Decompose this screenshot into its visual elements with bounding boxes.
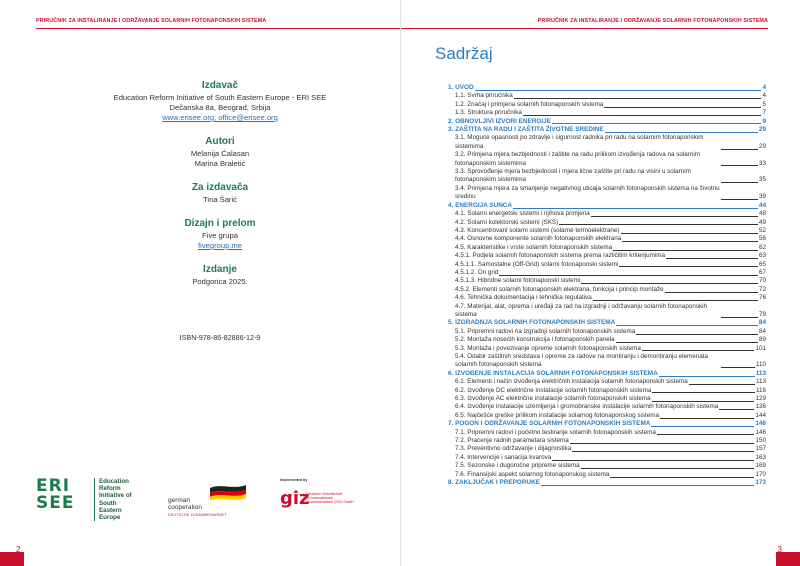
toc-entry-page: 150 <box>755 437 766 445</box>
toc-entry-page: 170 <box>755 470 766 478</box>
toc-leader-line <box>475 90 762 91</box>
toc-entry[interactable] <box>448 134 766 151</box>
credit-block <box>70 264 370 287</box>
toc-leader-line <box>721 182 758 183</box>
credit-block <box>70 80 370 123</box>
toc-entry-page: 173 <box>755 479 766 487</box>
credit-line: Podgorica 2025. <box>192 277 248 286</box>
toc-entry[interactable] <box>448 319 766 327</box>
toc-entry[interactable] <box>448 395 766 403</box>
credit-line: Five grupa <box>202 231 238 240</box>
toc-entry[interactable] <box>448 445 766 453</box>
toc-entry-title: 4.5.2. Elementi solarnih fotonaponskih elektrana, funkcija i princip montaže <box>455 285 664 293</box>
toc-leader-line <box>604 107 761 108</box>
toc-entry-title: 6.1. Elementi i način izvođenja električnih instalacija solarnih fotonaponskih sistema <box>455 378 688 386</box>
toc-leader-line <box>651 426 754 427</box>
erisee-text-line: Initiative of <box>99 492 132 500</box>
toc-entry-page: 72 <box>758 285 766 293</box>
toc-entry-page: 67 <box>758 268 766 276</box>
toc-entry-page: 146 <box>755 428 766 436</box>
credit-block <box>70 218 370 251</box>
toc-entry-page: 84 <box>758 319 766 327</box>
toc-entry[interactable] <box>448 345 766 353</box>
toc-entry-title: 3.2. Primjena mjera bezbjednosti i zaštite na radu prilikom izvođenja radova na solarnim fotonaponskim sistemima <box>455 151 701 167</box>
toc-entry-page: 110 <box>755 361 766 369</box>
credit-block <box>70 136 370 169</box>
toc-title: Sadržaj <box>435 44 493 63</box>
giz-desc-line: Zusammenarbeit (GIZ) GmbH <box>306 500 354 505</box>
toc-leader-line <box>652 401 755 402</box>
erisee-text-line: Education <box>99 478 129 485</box>
toc-entry-title: 4.5.1.1. Samostalne (Off-Grid) solarni fotonaponski sistemi <box>455 260 619 268</box>
toc-entry-title: 1.2. Značaj i primjena solarnih fotonaponskih sistema <box>455 100 604 108</box>
running-header: PRIRUČNIK ZA INSTALIRANJE I ODRŽAVANJE SOLARNIH FOTONAPONSKIH SISTEMA <box>36 18 267 24</box>
toc-entry[interactable] <box>448 84 766 92</box>
credit-title: Za izdavača <box>191 182 249 193</box>
toc-entry-page: 63 <box>758 252 766 260</box>
toc-leader-line <box>581 468 755 469</box>
toc-entry-title: 4.5. Karakteristike i vrste solarnih fotonaponskih sistema <box>455 243 613 251</box>
toc-entry-page: 146 <box>755 420 766 428</box>
toc-entry[interactable] <box>448 479 766 487</box>
toc-leader-line <box>514 98 762 99</box>
page-number: 2 <box>16 545 21 554</box>
toc-leader-line <box>581 283 758 284</box>
toc-entry[interactable] <box>448 210 766 218</box>
page-number-tab <box>776 552 800 566</box>
toc-entry-title: 7. POGON I ODRŽAVANJE SOLARNIH FOTONAPONSKIH SISTEMA <box>448 420 651 428</box>
toc-entry-page: 29 <box>758 126 766 134</box>
toc-entry-page: 35 <box>758 176 766 184</box>
toc-entry-page: 5 <box>762 100 766 108</box>
toc-entry-page: 169 <box>755 462 766 470</box>
toc-entry-page: 44 <box>758 201 766 209</box>
toc-entry-title: 4.5.1. Podjela solarnih fotonaponskih sistema prema različitim kriterijumima <box>455 252 665 260</box>
toc-entry-title: 3.1. Moguće opasnosti po zdravlje i sigurnost radnika pri radu na solarnim fotonaponskim sistemima <box>455 134 704 150</box>
toc-entry-page: 52 <box>758 226 766 234</box>
toc-leader-line <box>513 208 758 209</box>
toc-entry-page: 163 <box>755 453 766 461</box>
toc-leader-line <box>541 485 754 486</box>
credit-title: Izdavač <box>201 80 239 91</box>
toc-entry[interactable] <box>448 462 766 470</box>
toc-entry-page: 7 <box>762 109 766 117</box>
toc-entry-title: 6.2. Izvođenje DC električne instalacije solarnih fotonaponskih sistema <box>455 386 652 394</box>
giz-logo <box>280 478 370 516</box>
toc-leader-line <box>660 418 754 419</box>
isbn: ISBN-978-86-82886-12-9 <box>179 333 261 342</box>
toc-entry-page: 48 <box>758 210 766 218</box>
toc-entry-page: 113 <box>755 369 766 377</box>
giz-mark: giz <box>280 488 310 509</box>
credit-title: Izdanje <box>203 264 237 275</box>
toc-entry-page: 144 <box>755 411 766 419</box>
running-header: PRIRUČNIK ZA INSTALIRANJE I ODRŽAVANJE SOLARNIH FOTONAPONSKIH SISTEMA <box>537 18 768 24</box>
toc-entry-page: 4 <box>762 84 766 91</box>
toc-entry-title: 7.2. Praćenje radnih parametara sistema <box>455 437 569 445</box>
toc-entry[interactable] <box>448 471 766 479</box>
toc-entry[interactable] <box>448 202 766 210</box>
toc-leader-line <box>689 384 755 385</box>
toc-entry-title: 6.5. Najčešće greške prilikom instalacije solarnog fotonaponskog sistema <box>455 411 660 419</box>
toc-entry-title: 6.3. Izvođenje AC električne instalacije solarnih fotonaponskih sistema <box>455 395 651 403</box>
toc-entry[interactable] <box>448 303 766 320</box>
toc-entry[interactable] <box>448 336 766 344</box>
toc-leader-line <box>570 443 755 444</box>
toc-leader-line <box>616 342 758 343</box>
german-text-line: cooperation <box>168 503 202 511</box>
toc-entry[interactable] <box>448 235 766 243</box>
toc-entry-page: 49 <box>758 218 766 226</box>
toc-entry[interactable] <box>448 118 766 126</box>
toc-entry-page: 116 <box>755 386 766 394</box>
german-sub-text: DEUTSCHE ZUSAMMENARBEIT <box>168 512 227 517</box>
toc-entry-page: 136 <box>755 403 766 411</box>
toc-entry-title: 4.7. Materijal, alat, oprema i uređaji za rad na izgradnji i održavanju solarnih fotonaponskih sistema <box>455 302 708 318</box>
page-number-tab <box>0 552 24 566</box>
erisee-logo-row: SEE <box>36 493 75 513</box>
toc-leader-line <box>619 266 758 267</box>
toc-entry-title: 8. ZAKLJUČAK I PREPORUKE <box>448 479 540 487</box>
toc-leader-line <box>552 460 754 461</box>
toc-entry[interactable] <box>448 328 766 336</box>
toc-entry-page: 33 <box>758 159 766 167</box>
credit-line: Dečanska 8a, Beograd, Srbija <box>169 103 271 112</box>
toc-leader-line <box>552 123 761 124</box>
toc-entry-page: 29 <box>758 142 766 150</box>
toc-entry-page: 65 <box>758 260 766 268</box>
toc-entry[interactable] <box>448 261 766 269</box>
toc-leader-line <box>622 241 758 242</box>
toc-entry-title: 2. OBNOVLJIVI IZVORI ENERGIJE <box>448 117 551 125</box>
toc-entry-title: 3.4. Primjena mjera za smanjenje negativnog uticaja solarnih fotonaponskih sistema na životnu sredinu <box>455 184 720 201</box>
table-of-contents <box>448 84 766 488</box>
toc-entry-title: 4.6. Tehnička dokumentacija i tehnička regulativa <box>455 294 592 302</box>
toc-entry-page: 157 <box>755 445 766 453</box>
toc-entry-title: 1.1. Svrha priručnika <box>455 92 513 100</box>
toc-entry-page: 4 <box>762 92 766 100</box>
toc-entry[interactable] <box>448 387 766 395</box>
toc-entry-page: 101 <box>755 344 766 352</box>
toc-leader-line <box>721 367 755 368</box>
toc-entry-page: 56 <box>758 235 766 243</box>
toc-entry-title: 7.4. Intervencije i sanacija kvarova <box>455 453 552 461</box>
toc-leader-line <box>593 300 758 301</box>
toc-leader-line <box>572 451 754 452</box>
toc-leader-line <box>721 165 758 166</box>
credit-line: Marina Braletić <box>194 159 246 168</box>
toc-entry[interactable] <box>448 151 766 168</box>
toc-entry-title: 7.3. Preventivno održavanje i dijagnostika <box>455 445 572 453</box>
toc-entry[interactable] <box>448 219 766 227</box>
toc-leader-line <box>719 409 754 410</box>
erisee-text-line: Europe <box>99 514 121 522</box>
toc-entry-title: 4.1. Solarni energetski sistemi i njihova primjena <box>455 210 590 218</box>
page-number: 3 <box>777 545 782 554</box>
toc-entry[interactable] <box>448 185 766 202</box>
credit-title: Autori <box>205 136 235 147</box>
toc-entry-title: 3.3. Sprovođenje mjera bezbjednosti i mjera lične zaštite pri radu na visini u solarnim fotonaponskim sistemima <box>455 168 691 184</box>
credit-block <box>70 182 370 205</box>
toc-leader-line <box>652 392 755 393</box>
giz-desc-line: Deutsche Gesellschaft <box>306 492 342 496</box>
toc-leader-line <box>610 477 754 478</box>
toc-leader-line <box>559 224 758 225</box>
toc-leader-line <box>621 233 758 234</box>
toc-entry[interactable] <box>448 286 766 294</box>
toc-entry[interactable] <box>448 353 766 370</box>
toc-entry[interactable] <box>448 429 766 437</box>
toc-entry-title: 5.3. Montaža i povezivanje opreme solarnih fotonaponskih sistema <box>455 344 641 352</box>
toc-entry-title: 7.5. Sezonske i dugoročne pripreme sistema <box>455 462 580 470</box>
toc-entry[interactable] <box>448 244 766 252</box>
toc-entry-title: 5.4. Odabir zaštitnih sredstava i opreme za radove na montiranju i demontiranju elemenata solarnih fotonaponskih sistema <box>455 353 709 369</box>
toc-entry-title: 7.1. Pripremni radovi i početno testiranje solarnih fotonaponskih sistema <box>455 428 656 436</box>
toc-entry[interactable] <box>448 109 766 117</box>
toc-entry-page: 129 <box>755 395 766 403</box>
credit-line: Tina Šarić <box>203 195 237 204</box>
toc-entry-page: 113 <box>755 378 766 386</box>
toc-entry-title: 1. UVOD <box>448 84 474 91</box>
toc-leader-line <box>523 115 762 116</box>
logos <box>36 476 366 522</box>
toc-leader-line <box>616 325 758 326</box>
erisee-logo-text <box>94 478 132 521</box>
toc-entry[interactable] <box>448 454 766 462</box>
erisee-text-line: South <box>99 499 117 507</box>
toc-entry[interactable] <box>448 252 766 260</box>
toc-leader-line <box>605 132 758 133</box>
toc-entry-title: 4.5.1.2. On grid <box>455 268 499 276</box>
toc-leader-line <box>665 292 758 293</box>
toc-entry-title: 1.3. Struktura priručnika <box>455 109 522 117</box>
toc-leader-line <box>721 149 758 150</box>
toc-entry-title: 3. ZAŠTITA NA RADU I ZAŠTITA ŽIVOTNE SREDINE <box>448 126 604 134</box>
toc-entry-title: 7.6. Finansijski aspekt solarnog fotonaponskog sistema <box>455 470 610 478</box>
toc-entry-title: 5. IZGRADNJA SOLARNIH FOTONAPONSKIH SISTEMA <box>448 319 616 327</box>
toc-leader-line <box>659 376 755 377</box>
german-text-line: german <box>168 497 191 504</box>
toc-leader-line <box>636 334 758 335</box>
toc-entry-page: 9 <box>762 117 766 125</box>
erisee-text-line: Reform <box>99 485 121 493</box>
toc-entry-title: 4.2. Solarni kolektorski sistemi (SKS) <box>455 218 559 226</box>
header-rule <box>401 28 768 29</box>
toc-leader-line <box>591 216 758 217</box>
header-rule <box>36 28 400 29</box>
toc-leader-line <box>613 250 758 251</box>
toc-leader-line <box>666 258 758 259</box>
toc-entry-page: 39 <box>758 193 766 201</box>
german-cooperation-text <box>168 498 227 518</box>
toc-entry-page: 70 <box>758 277 766 285</box>
toc-entry[interactable] <box>448 420 766 428</box>
erisee-logo <box>36 478 92 514</box>
erisee-logo-row: ERI <box>36 476 71 496</box>
toc-entry-title: 5.1. Pripremni radovi na izgradnji solarnih fotonaponskih sistema <box>455 327 636 335</box>
toc-entry-page: 89 <box>758 336 766 344</box>
toc-entry[interactable] <box>448 126 766 134</box>
toc-entry[interactable] <box>448 269 766 277</box>
toc-entry-title: 4.3. Koncentrovani solarni sistemi (solarne termoelektrane) <box>455 226 620 234</box>
credit-link[interactable]: www.erisee.org, office@erisee.org <box>162 113 278 122</box>
giz-description <box>306 492 354 505</box>
credits <box>70 80 370 300</box>
toc-leader-line <box>499 275 758 276</box>
toc-entry-title: 6. IZVOĐENJE INSTALACIJA SOLARNIH FOTONAPONSKIH SISTEMA <box>448 369 658 377</box>
toc-leader-line <box>657 434 755 435</box>
toc-leader-line <box>721 317 758 318</box>
toc-entry[interactable] <box>448 378 766 386</box>
toc-entry[interactable] <box>448 412 766 420</box>
credit-link[interactable]: fivegroup.me <box>198 241 242 250</box>
toc-entry-title: 4. ENERGIJA SUNCA <box>448 201 513 209</box>
toc-entry-page: 62 <box>758 243 766 251</box>
erisee-text-line: Eastern <box>99 506 122 514</box>
toc-leader-line <box>721 199 758 200</box>
toc-leader-line <box>642 350 755 351</box>
toc-entry[interactable] <box>448 227 766 235</box>
right-page <box>400 0 800 566</box>
toc-entry-page: 79 <box>758 310 766 318</box>
toc-entry[interactable] <box>448 403 766 411</box>
credit-line: Education Reform Initiative of South Eastern Europe - ERI SEE <box>113 93 327 102</box>
toc-entry-title: 4.5.1.3. Hibridne solarni fotonaponski sistemi <box>455 277 581 285</box>
toc-entry[interactable] <box>448 168 766 185</box>
toc-entry[interactable] <box>448 277 766 285</box>
credit-title: Dizajn i prelom <box>184 218 256 229</box>
toc-entry-title: 6.4. Izvođenje instalacije uzemljenja i gromobranske instalacije solarnih fotonaponskih sistema <box>455 403 719 411</box>
toc-entry-page: 76 <box>758 294 766 302</box>
toc-entry[interactable] <box>448 92 766 100</box>
toc-entry-title: 5.2. Montaža nosećih konstrukcija i fotonaponskih panela <box>455 336 615 344</box>
giz-implemented-by: Implemented by <box>280 478 308 482</box>
toc-entry-page: 84 <box>758 327 766 335</box>
credit-line: Melanija Ćalasan <box>190 149 250 158</box>
toc-entry[interactable] <box>448 437 766 445</box>
giz-desc-line: für Internationale <box>306 496 333 501</box>
toc-entry-title: 4.4. Osnovne komponente solarnih fotonaponskih elektrana <box>455 235 622 243</box>
toc-entry[interactable] <box>448 101 766 109</box>
toc-entry[interactable] <box>448 370 766 378</box>
toc-entry[interactable] <box>448 294 766 302</box>
german-cooperation-logo <box>168 480 248 516</box>
